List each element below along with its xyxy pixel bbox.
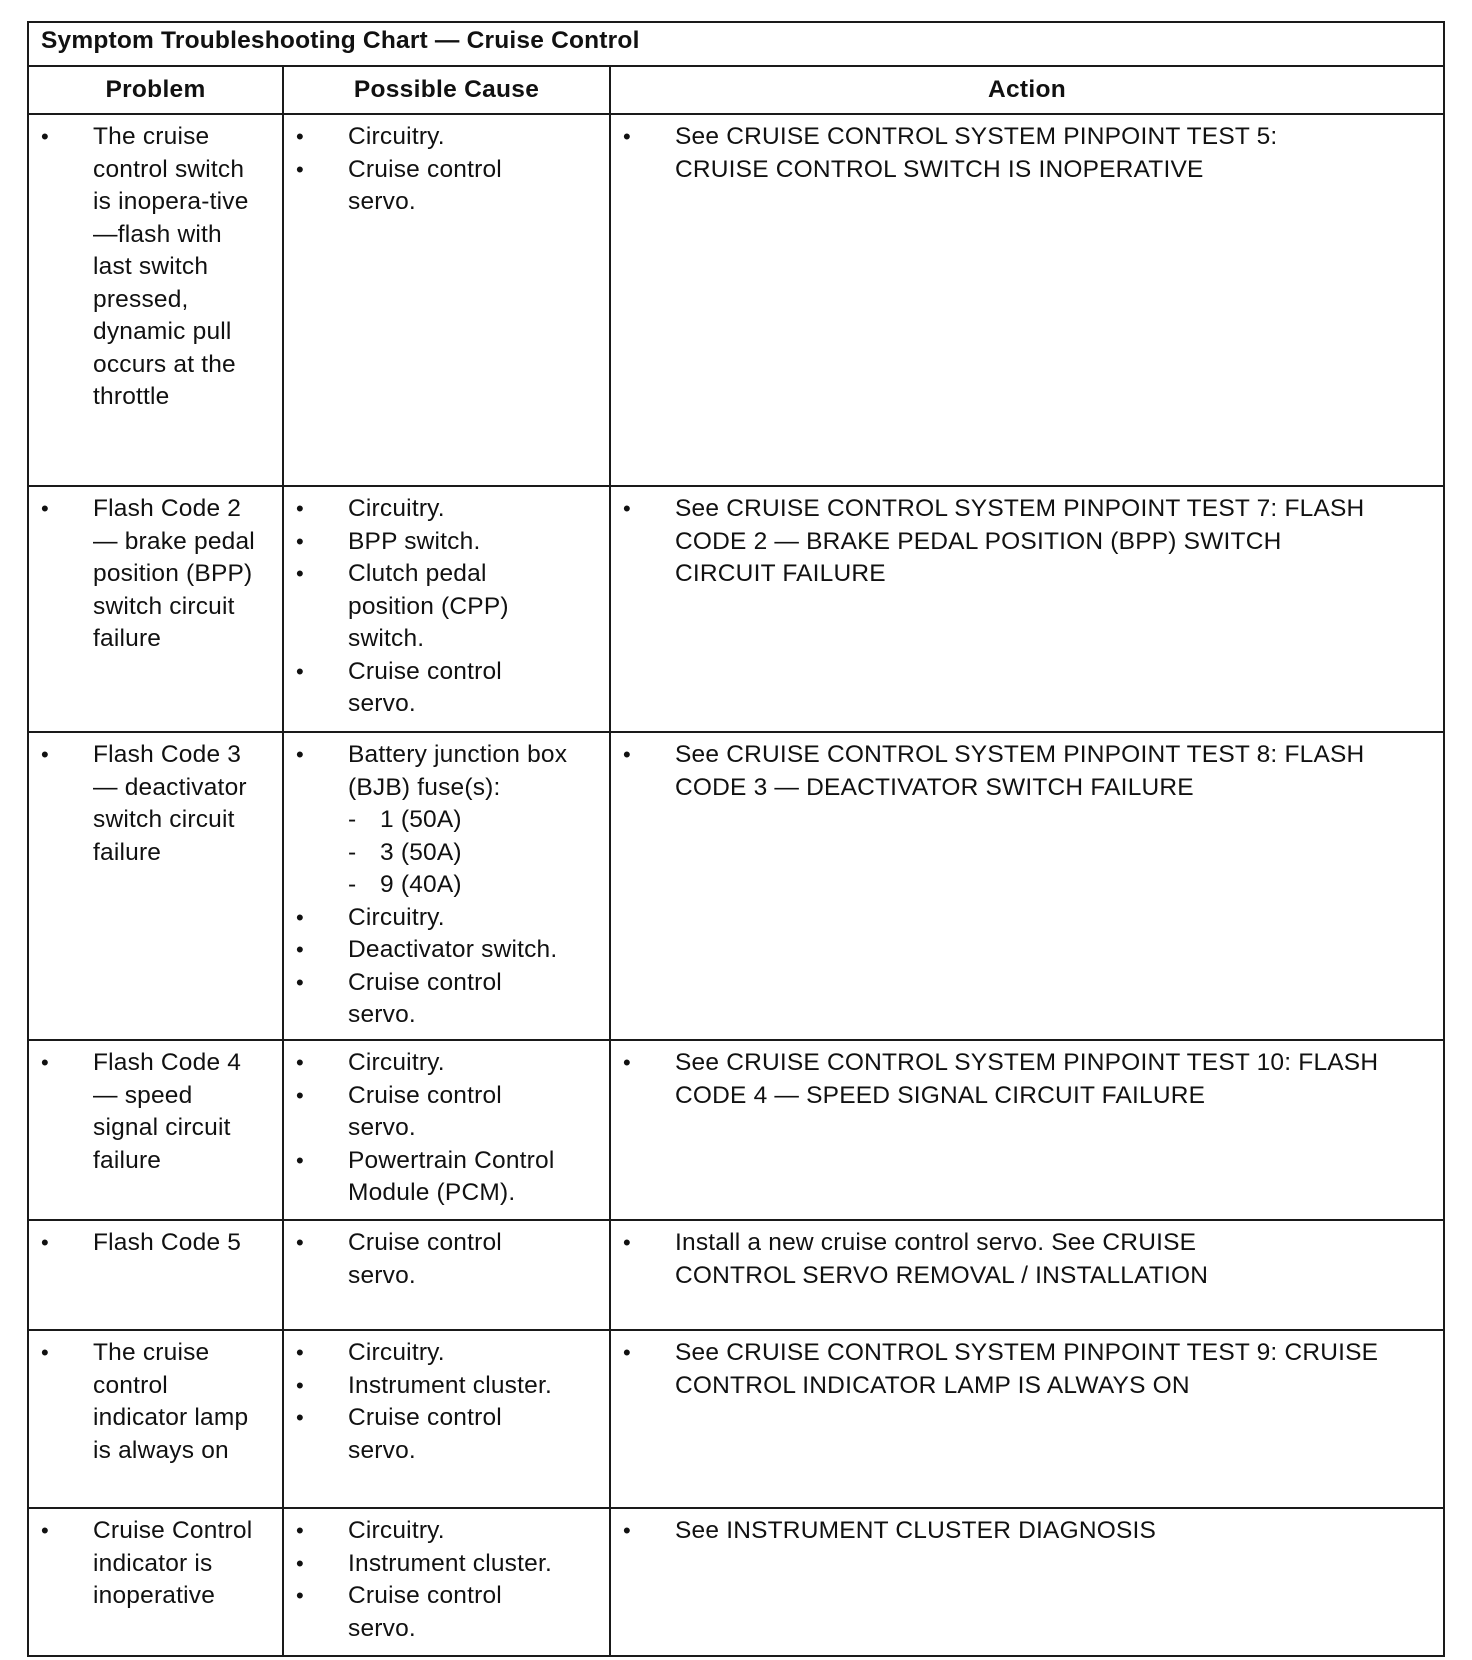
bullet-icon: • (41, 124, 49, 149)
table-row (28, 1040, 1444, 1220)
cause-item: Instrument cluster. (348, 1549, 552, 1577)
bullet-icon: • (41, 496, 49, 521)
bullet-icon: • (296, 1050, 304, 1075)
bullet-icon: • (41, 1050, 49, 1075)
bullet-icon: • (623, 1518, 631, 1543)
table-row (28, 1330, 1444, 1508)
bullet-icon: • (41, 1340, 49, 1365)
bullet-icon: • (623, 1050, 631, 1075)
bullet-icon: • (623, 496, 631, 521)
action-cell (610, 114, 1444, 486)
bullet-icon: • (296, 1518, 304, 1543)
bullet-icon: • (41, 1518, 49, 1543)
problem-cell (28, 114, 283, 486)
problem-cell (28, 1508, 283, 1656)
cause-item: Circuitry. (348, 123, 445, 150)
bullet-icon: • (296, 561, 304, 586)
cause-item: Circuitry. (348, 1339, 445, 1366)
fuse-item: 3 (50A) (380, 838, 462, 866)
problem-text: The cruise control switch is inopera-tive—flash with last switch pressed, dynamic pull occurs at the throttle (93, 123, 249, 410)
bullet-icon: • (296, 937, 304, 962)
cause-item: Cruise control servo. (348, 1404, 502, 1464)
problem-text: Flash Code 3 — deactivator switch circuit failure (93, 741, 247, 866)
action-cell (610, 1508, 1444, 1656)
action-cell (610, 1220, 1444, 1330)
cause-item: Cruise control servo. (348, 657, 502, 717)
problem-text: Cruise Control indicator is inoperative (93, 1517, 253, 1609)
cause-cell (283, 1330, 610, 1508)
troubleshooting-page (27, 21, 1443, 1657)
problem-text: Flash Code 4 — speed signal circuit failure (93, 1049, 242, 1174)
cause-cell (283, 1220, 610, 1330)
action-text: See CRUISE CONTROL SYSTEM PINPOINT TEST 7: FLASH CODE 2 — BRAKE PEDAL POSITION (BPP) SWITCH CIRCUIT FAILURE (675, 495, 1365, 587)
problem-text: The cruise control indicator lamp is always on (93, 1339, 249, 1464)
cause-item: BPP switch. (348, 527, 481, 555)
action-text: Install a new cruise control servo. See CRUISE CONTROL SERVO REMOVAL / INSTALLATION (675, 1229, 1209, 1289)
bullet-icon: • (296, 1550, 304, 1576)
chart-title: Symptom Troubleshooting Chart — Cruise Control (28, 22, 1444, 66)
bullet-icon: • (296, 1082, 304, 1108)
bullet-icon: • (296, 1583, 304, 1608)
action-text: See CRUISE CONTROL SYSTEM PINPOINT TEST 10: FLASH CODE 4 — SPEED SIGNAL CIRCUIT FAILURE (675, 1049, 1379, 1109)
problem-cell (28, 486, 283, 732)
header-row (28, 66, 1444, 114)
table-row (28, 732, 1444, 1040)
cause-item: Cruise control servo. (348, 1582, 502, 1642)
action-cell (610, 1040, 1444, 1220)
problem-cell (28, 1040, 283, 1220)
cause-item: Circuitry. (348, 1517, 445, 1544)
header-cause: Possible Cause (283, 66, 610, 114)
problem-cell (28, 732, 283, 1040)
cause-item: Powertrain Control Module (PCM). (348, 1146, 555, 1206)
cause-item: Battery junction box (BJB) fuse(s): (348, 741, 568, 801)
table-row (28, 486, 1444, 732)
fuse-item: 1 (50A) (380, 806, 462, 833)
troubleshooting-table (27, 21, 1445, 1657)
cause-item: Cruise control servo. (348, 155, 502, 215)
cause-item: Circuitry. (348, 903, 445, 931)
action-cell (610, 732, 1444, 1040)
problem-cell (28, 1330, 283, 1508)
action-text: See INSTRUMENT CLUSTER DIAGNOSIS (675, 1517, 1157, 1544)
cause-cell (283, 114, 610, 486)
cause-item: Circuitry. (348, 1049, 445, 1076)
bullet-icon: • (623, 1230, 631, 1255)
bullet-icon: • (296, 658, 304, 684)
bullet-icon: • (623, 1340, 631, 1365)
bullet-icon: • (296, 124, 304, 149)
problem-cell (28, 1220, 283, 1330)
table-row (28, 1508, 1444, 1656)
bullet-icon: • (296, 1147, 304, 1173)
problem-text: Flash Code 5 (93, 1229, 242, 1256)
bullet-icon: • (296, 1230, 304, 1255)
bullet-icon: • (296, 156, 304, 182)
bullet-icon: • (296, 1340, 304, 1365)
cause-cell (283, 1040, 610, 1220)
cause-item: Instrument cluster. (348, 1371, 552, 1399)
header-action: Action (610, 66, 1444, 114)
fuse-list: - 1 (50A) - 3 (50A) - 9 (40A) (348, 806, 462, 898)
bullet-icon: • (623, 742, 631, 767)
title-row (28, 22, 1444, 66)
bullet-icon: • (296, 904, 304, 930)
fuse-item: 9 (40A) (380, 871, 462, 898)
bullet-icon: • (296, 969, 304, 995)
cause-item: Circuitry. (348, 495, 445, 522)
cause-cell (283, 1508, 610, 1656)
bullet-icon: • (41, 1230, 49, 1255)
bullet-icon: • (296, 1405, 304, 1430)
header-problem: Problem (28, 66, 283, 114)
table-row (28, 114, 1444, 486)
cause-cell (283, 732, 610, 1040)
action-cell (610, 486, 1444, 732)
action-text: See CRUISE CONTROL SYSTEM PINPOINT TEST 9: CRUISE CONTROL INDICATOR LAMP IS ALWAYS ON (675, 1339, 1379, 1399)
action-text: See CRUISE CONTROL SYSTEM PINPOINT TEST 5: CRUISE CONTROL SWITCH IS INOPERATIVE (675, 123, 1278, 183)
bullet-icon: • (41, 742, 49, 767)
cause-item: Cruise control servo. (348, 1229, 502, 1289)
cause-item: Cruise control servo. (348, 968, 502, 1028)
bullet-icon: • (296, 528, 304, 554)
bullet-icon: • (296, 742, 304, 767)
cause-item: Cruise control servo. (348, 1081, 502, 1141)
bullet-icon: • (296, 1372, 304, 1398)
action-cell (610, 1330, 1444, 1508)
cause-cell (283, 486, 610, 732)
problem-text: Flash Code 2 — brake pedal position (BPP) switch circuit failure (93, 495, 255, 652)
bullet-icon: • (623, 124, 631, 149)
cause-item: Clutch pedal position (CPP) switch. (348, 560, 509, 652)
table-row (28, 1220, 1444, 1330)
bullet-icon: • (296, 496, 304, 521)
cause-item: Deactivator switch. (348, 936, 558, 963)
action-text: See CRUISE CONTROL SYSTEM PINPOINT TEST 8: FLASH CODE 3 — DEACTIVATOR SWITCH FAILURE (675, 741, 1365, 801)
